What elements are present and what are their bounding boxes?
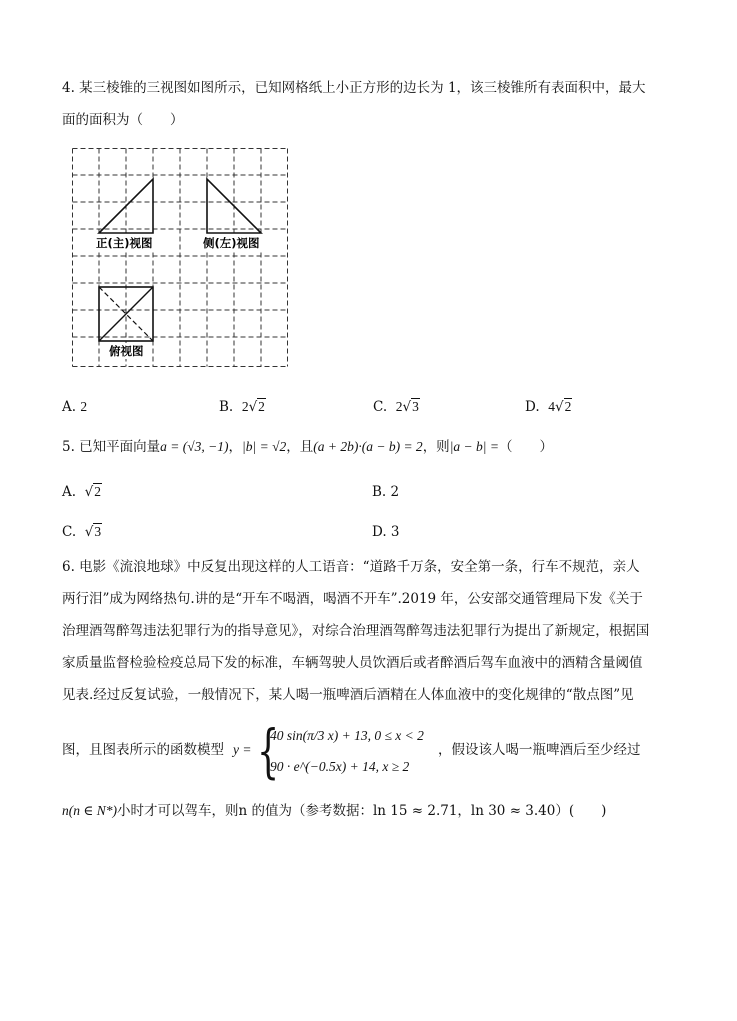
q6-stem-line7: n(n ∈ N*)小时才可以驾车，则n 的值为（参考数据：ln 15 ≈ 2.71，ln 30 ≈ 3.40）( ) bbox=[62, 803, 607, 819]
q4-option-d[interactable]: D. 4√2 bbox=[525, 399, 572, 415]
piecewise-function bbox=[257, 717, 457, 785]
piecewise-case-2: 90 · e^(−0.5x) + 14, x ≥ 2 bbox=[270, 759, 410, 774]
sqrt-symbol: √3 bbox=[402, 399, 419, 415]
q6-stem-line6-suffix: ，假设该人喝一瓶啤酒后至少经过 bbox=[438, 742, 641, 758]
q4-stem-line2: 面的面积为（ ） bbox=[62, 112, 184, 128]
sqrt-symbol: √3 bbox=[84, 524, 102, 540]
q4-option-b[interactable]: B. 2√2 bbox=[219, 399, 265, 415]
sqrt-symbol: √2 bbox=[554, 399, 572, 415]
sqrt-symbol: √2 bbox=[84, 484, 101, 500]
q6-stem-line1: 6. 电影《流浪地球》中反复出现这样的人工语音：“道路千万条，安全第一条，行车不规范，亲人 bbox=[62, 559, 640, 575]
q5-stem: 5. 已知平面向量a = (√3, −1)，|b| = √2，且(a + 2b)·(a − b) = 2，则|a − b| =（ ） bbox=[62, 439, 553, 455]
q6-stem-line3: 治理酒驾醉驾违法犯罪行为的指导意见》，对综合治理酒驾醉驾违法犯罪行为提出了新规定，根据国 bbox=[62, 623, 650, 639]
q6-stem-line4: 家质量监督检验检疫总局下发的标准，车辆驾驶人员饮酒后或者醉酒后驾车血液中的酒精含量阈值 bbox=[62, 655, 643, 671]
three-view-diagram bbox=[72, 148, 288, 367]
q6-stem-line6-prefix: 图，且图表所示的函数模型 bbox=[62, 742, 224, 758]
q5-option-a[interactable]: A. √2 bbox=[62, 484, 101, 500]
q4-option-c[interactable]: C. 2√3 bbox=[373, 399, 419, 415]
grid-lines bbox=[73, 149, 288, 367]
side-view-label: 侧(左)视图 bbox=[203, 236, 260, 250]
piecewise-case-1: 40 sin(π/3 x) + 13, 0 ≤ x < 2 bbox=[270, 728, 424, 743]
three-view-figure bbox=[72, 148, 288, 367]
q5-option-b[interactable]: B. 2 bbox=[372, 484, 400, 500]
q6-stem-line5: 见表.经过反复试验，一般情况下，某人喝一瓶啤酒后酒精在人体血液中的变化规律的“散点图”见 bbox=[62, 687, 634, 703]
y-equals: y = bbox=[233, 742, 252, 757]
left-brace-symbol: { bbox=[257, 717, 280, 785]
q5-option-c[interactable]: C. √3 bbox=[62, 524, 102, 540]
top-view-label: 俯视图 bbox=[109, 344, 144, 358]
q4-stem-line1: 4. 某三棱锥的三视图如图所示，已知网格纸上小正方形的边长为 1，该三棱锥所有表面积中，最大 bbox=[62, 80, 646, 96]
sqrt-symbol: √2 bbox=[248, 399, 265, 415]
front-view-label: 正(主)视图 bbox=[96, 236, 153, 250]
q5-option-d[interactable]: D. 3 bbox=[372, 524, 400, 540]
q6-stem-line2: 两行泪”成为网络热句.讲的是“开车不喝酒，喝酒不开车”.2019 年，公安部交通管理局下发《关于 bbox=[62, 591, 643, 607]
q4-option-a[interactable]: A. 2 bbox=[62, 399, 88, 415]
